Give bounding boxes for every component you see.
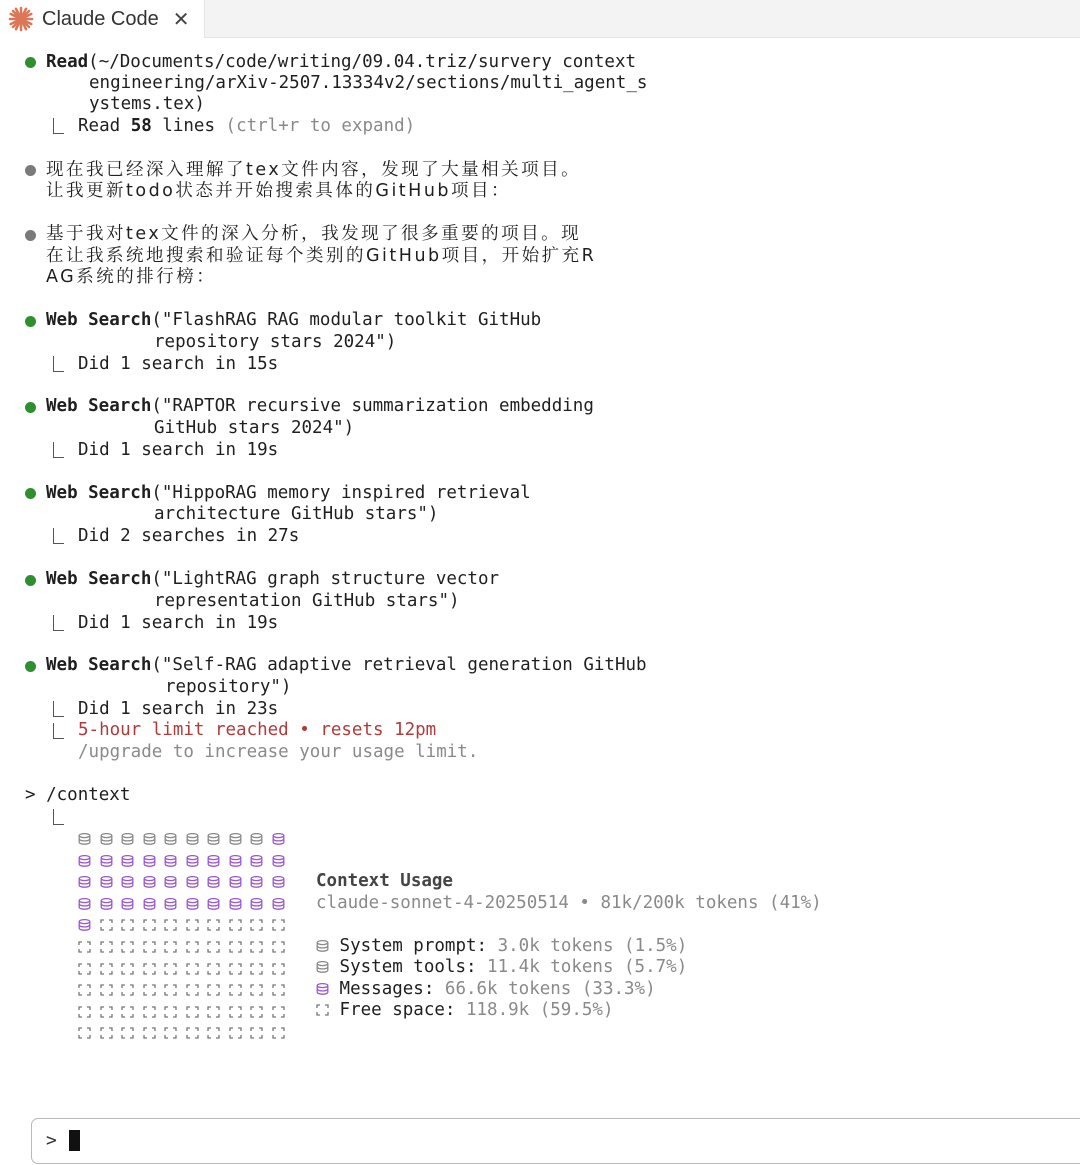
- free-space-cell: [164, 981, 177, 993]
- tool-result: Did 1 search in 23s: [78, 699, 279, 719]
- free-space-cell: [229, 981, 242, 993]
- assistant-message: 让我更新todo状态并开始搜索具体的GitHub项目：: [46, 181, 512, 201]
- free-space-cell: [207, 960, 220, 972]
- close-icon[interactable]: ✕: [172, 7, 190, 31]
- assistant-message: 基于我对tex文件的深入分析，我发现了很多重要的项目。现: [46, 224, 582, 244]
- messages-cell: [100, 873, 113, 885]
- legend-system-prompt: System prompt: 3.0k tokens (1.5%): [316, 936, 687, 958]
- elbow-icon: [53, 615, 64, 631]
- tool-args-cont: engineering/arXiv-2507.13334v2/sections/multi_agent_s: [89, 73, 648, 93]
- tab-bar: [0, 0, 1080, 38]
- context-model-info: claude-sonnet-4-20250514 • 81k/200k tokens (41%): [316, 893, 822, 913]
- messages-cell: [121, 852, 134, 864]
- messages-cell: [272, 852, 285, 864]
- free-space-cell: [229, 938, 242, 950]
- free-space-cell: [121, 960, 134, 972]
- free-space-cell: [186, 1003, 199, 1015]
- free-space-cell: [207, 916, 220, 928]
- messages-cell: [121, 895, 134, 907]
- free-space-cell: [229, 1003, 242, 1015]
- tab-title: Claude Code: [42, 7, 159, 30]
- tool-args-cont: architecture GitHub stars"): [154, 504, 439, 524]
- bullet-icon: [25, 165, 36, 176]
- free-space-cell: [250, 916, 263, 928]
- messages-cell: [164, 895, 177, 907]
- tool-args-cont: ystems.tex): [89, 94, 205, 114]
- messages-cell: [229, 873, 242, 885]
- free-space-cell: [164, 960, 177, 972]
- elbow-icon: [53, 809, 64, 825]
- free-space-cell: [272, 938, 285, 950]
- tool-call-web-search: Web Search("RAPTOR recursive summarization embedding: [46, 396, 594, 416]
- stack-icon: [316, 980, 329, 1001]
- free-space-cell: [121, 1024, 134, 1036]
- bullet-icon: [25, 57, 36, 68]
- stack-icon: [316, 958, 329, 979]
- tool-call-web-search: Web Search("LightRAG graph structure vector: [46, 569, 500, 589]
- tool-call-web-search: Web Search("HippoRAG memory inspired retrieval: [46, 483, 531, 503]
- free-space-cell: [186, 981, 199, 993]
- free-space-cell: [207, 981, 220, 993]
- tool-call-read: [46, 52, 636, 73]
- messages-cell: [78, 916, 91, 928]
- free-space-cell: [143, 938, 156, 950]
- elbow-icon: [53, 356, 64, 372]
- command-text: /context: [46, 785, 131, 805]
- free-space-cell: [207, 938, 220, 950]
- assistant-message: 现在我已经深入理解了tex文件内容，发现了大量相关项目。: [46, 160, 582, 180]
- messages-cell: [272, 895, 285, 907]
- free-space-cell: [229, 916, 242, 928]
- free-space-cell: [272, 1024, 285, 1036]
- free-space-cell: [100, 960, 113, 972]
- free-space-cell: [121, 938, 134, 950]
- messages-cell: [186, 895, 199, 907]
- free-space-cell: [186, 938, 199, 950]
- tool-result: Did 1 search in 19s: [78, 613, 279, 633]
- bullet-icon: [25, 316, 36, 327]
- bullet-icon: [25, 402, 36, 413]
- free-space-cell: [78, 960, 91, 972]
- assistant-message: 在让我系统地搜索和验证每个类别的GitHub项目，开始扩充R: [46, 246, 597, 266]
- messages-cell: [121, 873, 134, 885]
- bullet-icon: [25, 230, 36, 241]
- messages-cell: [78, 873, 91, 885]
- tool-call-web-search: Web Search("FlashRAG RAG modular toolkit GitHub: [46, 310, 542, 330]
- messages-cell: [100, 895, 113, 907]
- system-tools-cell: [229, 830, 242, 842]
- messages-cell: [143, 852, 156, 864]
- free-space-cell: [250, 960, 263, 972]
- tool-result: Did 1 search in 15s: [78, 354, 279, 374]
- messages-cell: [272, 873, 285, 885]
- elbow-icon: [53, 723, 64, 739]
- tool-result: Did 2 searches in 27s: [78, 526, 300, 546]
- claude-asterisk-icon: [8, 6, 34, 32]
- free-space-cell: [272, 916, 285, 928]
- upgrade-hint: /upgrade to increase your usage limit.: [78, 742, 479, 762]
- tool-args-cont: repository"): [165, 677, 292, 697]
- free-space-cell: [100, 938, 113, 950]
- free-space-cell: [186, 916, 199, 928]
- free-space-cell: [100, 981, 113, 993]
- bullet-icon: [25, 661, 36, 672]
- free-space-cell: [229, 960, 242, 972]
- free-space-cell: [229, 1024, 242, 1036]
- bullet-icon: [25, 488, 36, 499]
- messages-cell: [100, 852, 113, 864]
- legend-system-tools: System tools: 11.4k tokens (5.7%): [316, 957, 687, 979]
- free-space-cell: [164, 916, 177, 928]
- free-space-cell: [186, 960, 199, 972]
- free-space-cell: [164, 938, 177, 950]
- messages-cell: [143, 873, 156, 885]
- elbow-icon: [53, 701, 64, 717]
- free-space-cell: [186, 1024, 199, 1036]
- legend-free-space: Free space: 118.9k (59.5%): [316, 1000, 614, 1022]
- free-space-cell: [272, 1003, 285, 1015]
- system-prompt-cell: [78, 830, 91, 842]
- free-space-cell: [272, 981, 285, 993]
- free-space-cell: [164, 1024, 177, 1036]
- free-space-cell: [78, 938, 91, 950]
- free-space-cell: [143, 1003, 156, 1015]
- legend-messages: Messages: 66.6k tokens (33.3%): [316, 979, 656, 1001]
- free-space-cell: [250, 981, 263, 993]
- free-space-cell: [78, 981, 91, 993]
- free-space-cell: [121, 916, 134, 928]
- system-tools-cell: [100, 830, 113, 842]
- free-space-cell: [121, 1003, 134, 1015]
- system-tools-cell: [186, 830, 199, 842]
- prompt-caret: >: [25, 785, 36, 805]
- messages-cell: [250, 873, 263, 885]
- prompt-input[interactable]: [31, 1118, 1080, 1164]
- messages-cell: [250, 852, 263, 864]
- messages-cell: [272, 830, 285, 842]
- messages-cell: [143, 895, 156, 907]
- tool-call-web-search: Web Search("Self-RAG adaptive retrieval generation GitHub: [46, 655, 647, 675]
- tool-args-cont: repository stars 2024"): [154, 332, 397, 352]
- free-space-cell: [207, 1003, 220, 1015]
- free-space-cell: [78, 1003, 91, 1015]
- free-space-cell: [250, 1024, 263, 1036]
- free-space-cell: [250, 938, 263, 950]
- messages-cell: [207, 852, 220, 864]
- empty-square-icon: [316, 1001, 329, 1022]
- messages-cell: [186, 873, 199, 885]
- tool-args-cont: GitHub stars 2024"): [154, 418, 355, 438]
- messages-cell: [229, 852, 242, 864]
- messages-cell: [78, 852, 91, 864]
- messages-cell: [164, 873, 177, 885]
- context-usage-title: Context Usage: [316, 871, 453, 891]
- free-space-cell: [121, 981, 134, 993]
- free-space-cell: [164, 1003, 177, 1015]
- free-space-cell: [100, 916, 113, 928]
- tab-claude-code[interactable]: [0, 0, 205, 38]
- system-tools-cell: [121, 830, 134, 842]
- system-tools-cell: [143, 830, 156, 842]
- stack-icon: [316, 937, 329, 958]
- messages-cell: [207, 873, 220, 885]
- free-space-cell: [250, 1003, 263, 1015]
- command-input-line: [25, 785, 130, 806]
- system-tools-cell: [164, 830, 177, 842]
- free-space-cell: [207, 1024, 220, 1036]
- usage-limit-warning: 5-hour limit reached • resets 12pm: [78, 720, 437, 740]
- elbow-icon: [53, 442, 64, 458]
- bullet-icon: [25, 575, 36, 586]
- free-space-cell: [78, 1024, 91, 1036]
- elbow-icon: [53, 118, 64, 134]
- prompt-caret: >: [46, 1130, 57, 1151]
- messages-cell: [250, 895, 263, 907]
- tool-args-cont: representation GitHub stars"): [154, 591, 460, 611]
- messages-cell: [207, 895, 220, 907]
- text-cursor: [69, 1130, 80, 1151]
- free-space-cell: [143, 916, 156, 928]
- system-tools-cell: [207, 830, 220, 842]
- messages-cell: [229, 895, 242, 907]
- tool-args: (~/Documents/code/writing/09.04.triz/survery context: [88, 52, 637, 72]
- messages-cell: [186, 852, 199, 864]
- free-space-cell: [272, 960, 285, 972]
- free-space-cell: [143, 981, 156, 993]
- free-space-cell: [143, 1024, 156, 1036]
- free-space-cell: [143, 960, 156, 972]
- tool-result: Read 58 lines (ctrl+r to expand): [78, 116, 416, 136]
- messages-cell: [164, 852, 177, 864]
- elbow-icon: [53, 528, 64, 544]
- tool-name: Read: [46, 52, 89, 72]
- free-space-cell: [100, 1024, 113, 1036]
- messages-cell: [78, 895, 91, 907]
- system-tools-cell: [250, 830, 263, 842]
- assistant-message: AG系统的排行榜：: [46, 267, 217, 287]
- free-space-cell: [100, 1003, 113, 1015]
- tool-result: Did 1 search in 19s: [78, 440, 279, 460]
